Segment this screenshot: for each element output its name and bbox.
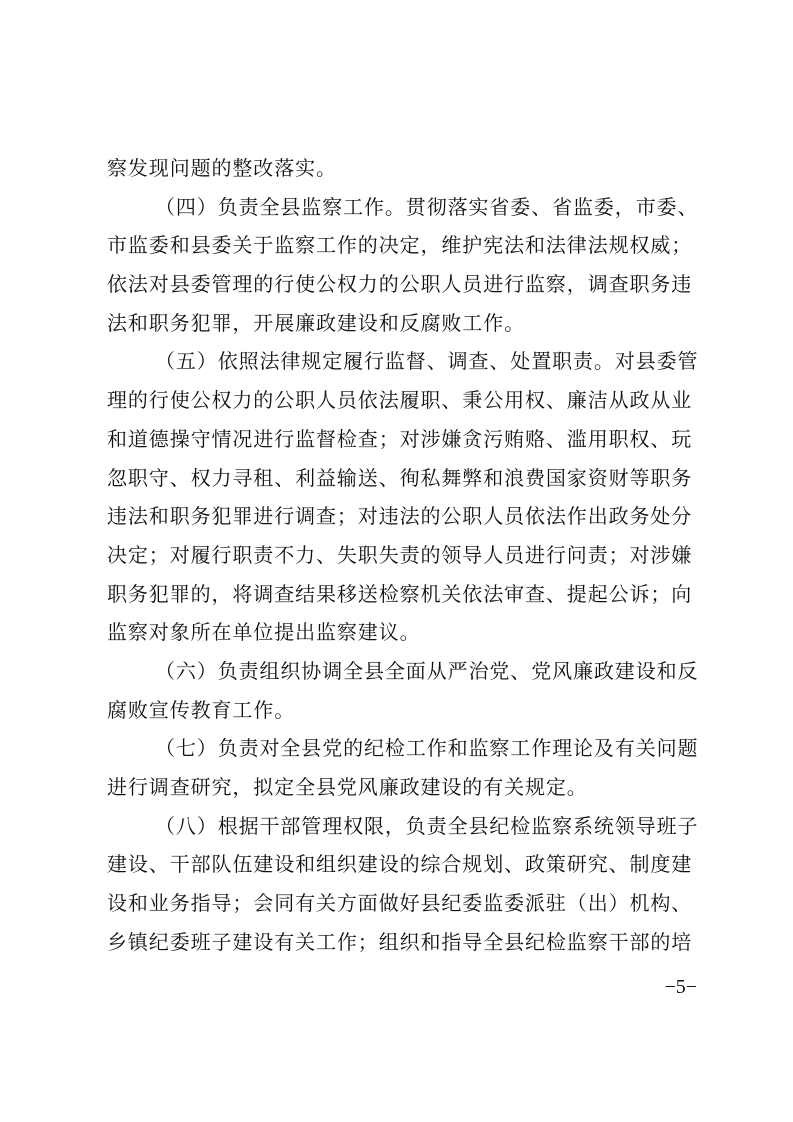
- paragraph-6-start: （六）负责组织协调全县全面从严治党、党风廉政建设和反: [155, 658, 699, 683]
- text-line: 腐败宣传教育工作。: [107, 697, 296, 722]
- text-line: 建设、干部队伍建设和组织建设的综合规划、政策研究、制度建: [107, 852, 693, 877]
- body-text: [107, 149, 697, 961]
- text-line: 忽职守、权力寻租、利益输送、徇私舞弊和浪费国家资财等职务: [107, 465, 693, 490]
- paragraph-8-start: （八）根据干部管理权限，负责全县纪检监察系统领导班子: [155, 813, 699, 838]
- text-line: 进行调查研究，拟定全县党风廉政建设的有关规定。: [107, 775, 588, 799]
- text-line: 和道德操守情况进行监督检查；对涉嫌贪污贿赂、滥用职权、玩: [107, 426, 693, 451]
- page-number: −5−: [664, 976, 697, 998]
- paragraph-4-start: （四）负责全县监察工作。贯彻落实省委、省监委，市委、: [155, 194, 699, 219]
- text-line: 决定；对履行职责不力、失职失责的领导人员进行问责；对涉嫌: [107, 542, 693, 567]
- text-line: 察发现问题的整改落实。: [107, 156, 337, 180]
- text-line: 市监委和县委关于监察工作的决定，维护宪法和法律法规权威；: [107, 233, 693, 258]
- text-line: 设和业务指导；会同有关方面做好县纪委监委派驻（出）机构、: [107, 891, 693, 916]
- text-line: 依法对县委管理的行使公权力的公职人员进行监察，调查职务违: [107, 272, 693, 297]
- text-line: 法和职务犯罪，开展廉政建设和反腐败工作。: [107, 310, 525, 335]
- text-line: 理的行使公权力的公职人员依法履职、秉公用权、廉洁从政从业: [107, 388, 693, 413]
- text-line: 职务犯罪的，将调查结果移送检察机关依法审查、提起公诉；向: [107, 581, 693, 606]
- text-line: 违法和职务犯罪进行调查；对违法的公职人员依法作出政务处分: [107, 504, 693, 529]
- text-line: 乡镇纪委班子建设有关工作；组织和指导全县纪检监察干部的培: [107, 929, 693, 954]
- text-line: 监察对象所在单位提出监察建议。: [107, 620, 421, 645]
- paragraph-7-start: （七）负责对全县党的纪检工作和监察工作理论及有关问题: [155, 736, 699, 761]
- paragraph-5-start: （五）依照法律规定履行监督、调查、处置职责。对县委管: [155, 349, 699, 374]
